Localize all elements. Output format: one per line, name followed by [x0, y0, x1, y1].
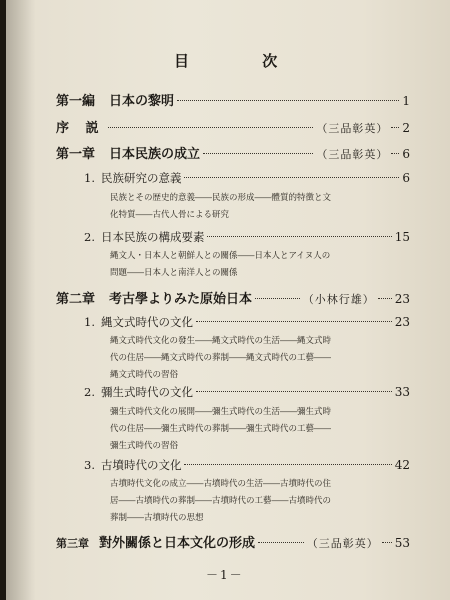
toc-entry-section-1-1 [84, 170, 410, 186]
dot-leader [391, 127, 399, 128]
entry-label: 序 説 [56, 121, 105, 136]
entry-title: 對外關係と日本文化の形成 [99, 536, 256, 551]
summary-line: 問題――日本人と南洋人との關係 [110, 268, 238, 278]
dot-leader [184, 464, 391, 465]
entry-page: 2 [402, 121, 410, 135]
dot-leader [184, 177, 399, 178]
dot-leader [177, 100, 399, 101]
page-title: 目 次 [174, 52, 312, 70]
summary-line: 彌生式時代文化の展開――彌生式時代の生活――彌生式時 [110, 407, 332, 417]
section-summary [110, 248, 330, 282]
page-number: －1－ [206, 568, 244, 582]
toc-entry-section-2-1 [84, 314, 410, 330]
toc-entry-introduction [56, 117, 410, 136]
dot-leader [258, 542, 304, 543]
entry-title: 彌生式時代の文化 [100, 385, 193, 399]
entry-author: （三品彰英） [316, 148, 389, 161]
dot-leader [203, 153, 313, 154]
entry-title: 日本の黎明 [109, 94, 175, 109]
entry-label: 第二章 [56, 292, 96, 307]
dot-leader [196, 391, 392, 392]
entry-label: 1. [84, 315, 95, 329]
entry-label: 第三章 [56, 537, 89, 550]
summary-line: 化特質――古代人骨による研究 [110, 210, 230, 220]
entry-label: 2. [84, 385, 95, 399]
toc-entry-section-2-3 [84, 457, 410, 473]
section-summary [110, 333, 331, 384]
entry-page: 1 [402, 94, 410, 108]
entry-page: 23 [394, 315, 410, 329]
dot-leader [108, 127, 314, 128]
entry-page: 33 [394, 385, 410, 399]
dot-leader [255, 298, 300, 299]
book-page [6, 0, 450, 600]
summary-line: 民族とその歴史的意義――民族の形成――體質的特徴と文 [110, 193, 332, 203]
toc-entry-part-1 [56, 90, 410, 109]
entry-title: 考古學よりみた原始日本 [109, 292, 253, 307]
entry-page: 15 [394, 230, 410, 244]
entry-page: 6 [402, 171, 410, 185]
entry-page: 42 [394, 458, 410, 472]
summary-line: 縄文式時代の習俗 [110, 370, 179, 380]
dot-leader [207, 236, 391, 237]
summary-line: 古墳時代文化の成立――古墳時代の生活――古墳時代の住 [110, 479, 332, 489]
section-summary [110, 190, 331, 224]
entry-page: 23 [394, 292, 410, 306]
section-summary [110, 404, 331, 455]
entry-label: 1. [84, 171, 95, 185]
summary-line: 代の住居――彌生式時代の葬制――彌生式時代の工藝―― [110, 424, 332, 434]
section-summary [110, 476, 331, 527]
entry-title: 民族研究の意義 [100, 171, 182, 185]
entry-label: 第一編 [56, 94, 96, 109]
entry-author: （三品彰英） [306, 537, 379, 550]
summary-line: 縄文人・日本人と朝鮮人との關係――日本人とアイヌ人の [110, 251, 331, 261]
summary-line: 彌生式時代の習俗 [110, 441, 179, 451]
entry-page: 53 [394, 536, 410, 550]
summary-line: 代の住居――縄文式時代の葬制――縄文式時代の工藝―― [110, 353, 332, 363]
entry-title: 縄文式時代の文化 [100, 315, 193, 329]
summary-line: 葬制――古墳時代の思想 [110, 513, 204, 523]
entry-author: （三品彰英） [316, 122, 389, 135]
entry-title: 日本民族の成立 [109, 147, 201, 162]
toc-entry-section-1-2 [84, 229, 410, 245]
dot-leader [196, 321, 392, 322]
dot-leader [391, 153, 399, 154]
entry-label: 3. [84, 458, 95, 472]
entry-author: （小林行雄） [302, 293, 375, 306]
entry-page: 6 [402, 147, 410, 161]
entry-label: 第一章 [56, 147, 96, 162]
toc-entry-chapter-2 [56, 288, 410, 307]
summary-line: 居――古墳時代の葬制――古墳時代の工藝――古墳時代の [110, 496, 332, 506]
entry-label: 2. [84, 230, 95, 244]
entry-title: 日本民族の構成要素 [100, 230, 205, 244]
toc-entry-chapter-1 [56, 143, 410, 162]
dot-leader [382, 542, 392, 543]
summary-line: 縄文式時代文化の發生――縄文式時代の生活――縄文式時 [110, 336, 332, 346]
toc-entry-section-2-2 [84, 384, 410, 400]
entry-title: 古墳時代の文化 [100, 458, 182, 472]
dot-leader [378, 298, 392, 299]
toc-entry-chapter-3 [56, 532, 410, 551]
